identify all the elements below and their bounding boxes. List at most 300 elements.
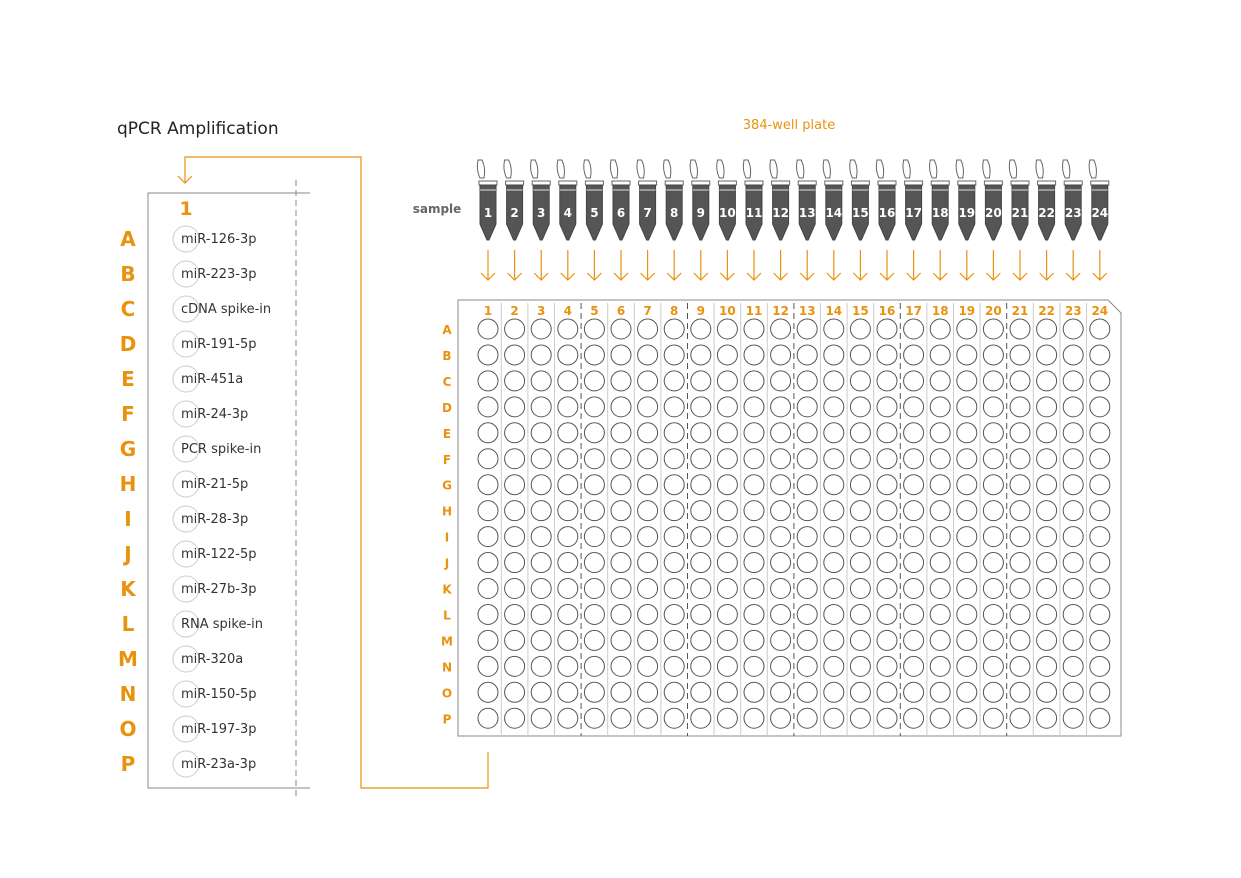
- row-letter: P: [120, 752, 136, 776]
- well: [638, 682, 658, 702]
- assay-name: miR-191-5p: [181, 337, 257, 352]
- row-label: B: [442, 348, 452, 363]
- well: [1063, 527, 1083, 547]
- well: [797, 682, 817, 702]
- well: [717, 708, 737, 728]
- well: [904, 319, 924, 339]
- well: [744, 553, 764, 573]
- column-number: 2: [510, 304, 519, 318]
- well: [744, 319, 764, 339]
- well: [531, 319, 551, 339]
- assay-name: miR-223-3p: [181, 267, 257, 282]
- well: [584, 475, 604, 495]
- arrow-down-icon: [960, 250, 974, 280]
- well: [983, 371, 1003, 391]
- row-letter: B: [120, 262, 136, 286]
- well: [930, 708, 950, 728]
- well: [957, 371, 977, 391]
- well: [478, 553, 498, 573]
- assay-name: miR-126-3p: [181, 232, 257, 247]
- well: [505, 579, 525, 599]
- well: [558, 604, 578, 624]
- well: [478, 604, 498, 624]
- assay-row: [121, 366, 243, 392]
- assay-name: miR-21-5p: [181, 477, 249, 492]
- well: [611, 527, 631, 547]
- well: [478, 371, 498, 391]
- well: [611, 371, 631, 391]
- well: [558, 475, 578, 495]
- well: [1090, 527, 1110, 547]
- well: [558, 319, 578, 339]
- well: [611, 656, 631, 676]
- well: [584, 682, 604, 702]
- row-label: F: [442, 452, 452, 467]
- row-letter: E: [121, 367, 135, 391]
- well: [930, 579, 950, 599]
- assay-row: [122, 541, 256, 567]
- well: [744, 371, 764, 391]
- well: [691, 319, 711, 339]
- tube-number: 4: [563, 206, 572, 220]
- arrow-down-icon: [986, 250, 1000, 280]
- well: [478, 708, 498, 728]
- well: [531, 682, 551, 702]
- well: [638, 656, 658, 676]
- well: [877, 527, 897, 547]
- column-number: 6: [616, 304, 626, 318]
- row-label: A: [442, 323, 452, 337]
- well: [531, 630, 551, 650]
- well: [505, 553, 525, 573]
- well: [983, 656, 1003, 676]
- well: [797, 579, 817, 599]
- well: [584, 527, 604, 547]
- well: [957, 345, 977, 365]
- well: [638, 475, 658, 495]
- arrow-down-icon: [667, 250, 681, 280]
- row-label: G: [442, 478, 452, 493]
- well: [505, 423, 525, 443]
- assay-name: miR-28-3p: [181, 512, 249, 527]
- well: [744, 423, 764, 443]
- well: [983, 475, 1003, 495]
- well: [1063, 501, 1083, 521]
- assay-row: [120, 471, 249, 497]
- well: [877, 449, 897, 469]
- well: [691, 708, 711, 728]
- well: [983, 449, 1003, 469]
- sample-tube-icon: [531, 160, 551, 240]
- well: [983, 682, 1003, 702]
- assay-name: miR-150-5p: [181, 687, 257, 702]
- well: [1010, 682, 1030, 702]
- well: [983, 397, 1003, 417]
- well: [1063, 345, 1083, 365]
- tube-number: 17: [905, 206, 922, 220]
- assay-name: miR-451a: [181, 372, 244, 387]
- well: [691, 345, 711, 365]
- sample-tube-icon: [477, 160, 497, 240]
- sample-tube-icon: [956, 160, 976, 240]
- well: [478, 475, 498, 495]
- well: [664, 449, 684, 469]
- well: [771, 319, 791, 339]
- well: [797, 527, 817, 547]
- well: [611, 708, 631, 728]
- tube-number: 18: [931, 206, 949, 220]
- row-letter: G: [119, 437, 137, 461]
- well: [638, 449, 658, 469]
- well: [744, 501, 764, 521]
- well: [797, 708, 817, 728]
- well: [664, 604, 684, 624]
- well: [850, 579, 870, 599]
- well: [744, 397, 764, 417]
- well: [797, 345, 817, 365]
- sample-tube-icon: [637, 160, 657, 240]
- well: [1063, 397, 1083, 417]
- well: [1010, 371, 1030, 391]
- column-number: 24: [1091, 304, 1109, 318]
- sample-tube-icon: [797, 160, 817, 240]
- well: [1037, 708, 1057, 728]
- column-number: 16: [878, 304, 896, 318]
- well: [717, 449, 737, 469]
- tube-number: 5: [590, 206, 599, 220]
- well: [797, 423, 817, 443]
- well: [717, 397, 737, 417]
- assay-row: [121, 296, 272, 322]
- well: [744, 708, 764, 728]
- well: [1010, 579, 1030, 599]
- well: [771, 682, 791, 702]
- well: [797, 397, 817, 417]
- well: [717, 604, 737, 624]
- well: [717, 345, 737, 365]
- well: [1090, 656, 1110, 676]
- well: [1090, 371, 1110, 391]
- well: [824, 449, 844, 469]
- well: [957, 501, 977, 521]
- source-column-number: 1: [179, 198, 193, 220]
- well: [983, 319, 1003, 339]
- well: [1090, 449, 1110, 469]
- well: [771, 501, 791, 521]
- well: [531, 345, 551, 365]
- well: [1037, 319, 1057, 339]
- well: [744, 656, 764, 676]
- well: [1063, 449, 1083, 469]
- well: [877, 682, 897, 702]
- well: [531, 656, 551, 676]
- well: [691, 449, 711, 469]
- well: [478, 656, 498, 676]
- well: [957, 656, 977, 676]
- well: [797, 319, 817, 339]
- assay-row: [118, 646, 243, 672]
- tube-number: 6: [616, 206, 626, 220]
- well: [744, 604, 764, 624]
- well: [691, 682, 711, 702]
- well: [771, 553, 791, 573]
- well: [558, 423, 578, 443]
- well: [638, 397, 658, 417]
- well: [584, 319, 604, 339]
- well: [717, 501, 737, 521]
- well: [904, 423, 924, 443]
- well: [877, 319, 897, 339]
- well: [664, 579, 684, 599]
- well: [1010, 501, 1030, 521]
- well: [824, 527, 844, 547]
- assay-row: [122, 611, 263, 637]
- well: [771, 475, 791, 495]
- well: [478, 423, 498, 443]
- arrow-down-icon: [694, 250, 708, 280]
- well: [584, 423, 604, 443]
- well: [1010, 319, 1030, 339]
- well: [691, 527, 711, 547]
- well: [1010, 708, 1030, 728]
- well: [930, 553, 950, 573]
- well: [611, 501, 631, 521]
- well: [877, 656, 897, 676]
- well: [1037, 345, 1057, 365]
- arrow-down-icon: [481, 250, 495, 280]
- well: [1063, 682, 1083, 702]
- sample-tubes: [477, 160, 1108, 280]
- well: [957, 682, 977, 702]
- well: [638, 604, 658, 624]
- well: [1063, 423, 1083, 443]
- well: [957, 604, 977, 624]
- assay-name: miR-197-3p: [181, 722, 257, 737]
- well: [531, 475, 551, 495]
- well: [1037, 527, 1057, 547]
- well: [505, 319, 525, 339]
- sample-tube-icon: [584, 160, 604, 240]
- well: [1063, 708, 1083, 728]
- well: [930, 630, 950, 650]
- arrow-down-icon: [508, 250, 522, 280]
- column-number: 21: [1011, 304, 1029, 318]
- well: [797, 371, 817, 391]
- well: [930, 449, 950, 469]
- well: [957, 449, 977, 469]
- row-label: I: [444, 530, 450, 545]
- well: [824, 604, 844, 624]
- row-label: O: [441, 686, 453, 701]
- tube-number: 15: [852, 206, 869, 220]
- column-number: 17: [905, 304, 922, 318]
- well: [1063, 579, 1083, 599]
- well: [558, 682, 578, 702]
- well: [1090, 423, 1110, 443]
- well: [558, 579, 578, 599]
- column-number: 10: [719, 304, 736, 318]
- well: [904, 475, 924, 495]
- arrow-down-icon: [614, 250, 628, 280]
- tube-number: 19: [958, 206, 976, 220]
- well: [584, 604, 604, 624]
- well: [771, 345, 791, 365]
- row-letter: L: [121, 612, 135, 636]
- well: [824, 475, 844, 495]
- well: [904, 527, 924, 547]
- column-number: 14: [825, 304, 843, 318]
- well: [930, 475, 950, 495]
- well: [904, 449, 924, 469]
- well: [1063, 656, 1083, 676]
- well: [717, 630, 737, 650]
- well: [1010, 553, 1030, 573]
- well: [611, 319, 631, 339]
- well: [1090, 682, 1110, 702]
- well: [558, 449, 578, 469]
- well: [904, 604, 924, 624]
- well: [744, 449, 764, 469]
- well: [505, 604, 525, 624]
- well: [505, 630, 525, 650]
- well: [531, 708, 551, 728]
- well: [850, 553, 870, 573]
- row-label: N: [441, 660, 453, 675]
- well: [877, 553, 897, 573]
- arrow-down-icon: [747, 250, 761, 280]
- well: [664, 371, 684, 391]
- well: [824, 579, 844, 599]
- well: [771, 423, 791, 443]
- row-letter: K: [120, 577, 136, 601]
- well: [983, 604, 1003, 624]
- well: [824, 319, 844, 339]
- assay-row: [121, 751, 257, 777]
- well: [904, 656, 924, 676]
- sample-tube-icon: [930, 160, 950, 240]
- well: [983, 423, 1003, 443]
- assay-name: PCR spike-in: [181, 442, 262, 457]
- well: [531, 501, 551, 521]
- well-plate: [441, 303, 1110, 736]
- assay-name: miR-320a: [181, 652, 244, 667]
- well: [478, 501, 498, 521]
- well: [771, 579, 791, 599]
- well: [1090, 501, 1110, 521]
- well: [877, 708, 897, 728]
- well: [904, 501, 924, 521]
- well: [797, 656, 817, 676]
- well: [638, 708, 658, 728]
- well: [558, 708, 578, 728]
- column-number: 19: [958, 304, 976, 318]
- well: [1010, 604, 1030, 624]
- well: [611, 423, 631, 443]
- well: [505, 527, 525, 547]
- well: [478, 319, 498, 339]
- well: [824, 708, 844, 728]
- well: [824, 682, 844, 702]
- well: [1090, 553, 1110, 573]
- sample-tube-icon: [504, 160, 524, 240]
- well: [558, 656, 578, 676]
- well: [1010, 345, 1030, 365]
- well: [957, 708, 977, 728]
- well: [611, 345, 631, 365]
- well: [717, 423, 737, 443]
- well: [1063, 553, 1083, 573]
- well: [983, 527, 1003, 547]
- well: [771, 397, 791, 417]
- well: [638, 579, 658, 599]
- arrow-down-icon: [827, 250, 841, 280]
- well: [1037, 397, 1057, 417]
- well: [1010, 527, 1030, 547]
- well: [691, 501, 711, 521]
- well: [850, 449, 870, 469]
- assay-row: [120, 681, 257, 707]
- well: [664, 345, 684, 365]
- well: [478, 630, 498, 650]
- well: [1010, 630, 1030, 650]
- well: [1037, 579, 1057, 599]
- well: [584, 345, 604, 365]
- well: [877, 604, 897, 624]
- row-letter: I: [124, 507, 132, 531]
- well: [930, 656, 950, 676]
- tube-number: 13: [798, 206, 816, 220]
- well: [1037, 604, 1057, 624]
- well: [717, 656, 737, 676]
- well: [1090, 630, 1110, 650]
- well: [744, 579, 764, 599]
- well: [824, 553, 844, 573]
- tube-number: 3: [537, 206, 546, 220]
- well: [850, 604, 870, 624]
- well: [771, 371, 791, 391]
- well: [638, 319, 658, 339]
- row-label: H: [441, 504, 453, 519]
- well: [584, 371, 604, 391]
- row-label: K: [442, 582, 452, 597]
- well: [1090, 475, 1110, 495]
- well: [877, 501, 897, 521]
- well: [664, 501, 684, 521]
- arrow-down-icon: [907, 250, 921, 280]
- well: [531, 527, 551, 547]
- well: [691, 397, 711, 417]
- sample-label: sample: [412, 202, 462, 216]
- well: [904, 371, 924, 391]
- arrow-down-icon: [534, 250, 548, 280]
- well: [1037, 682, 1057, 702]
- well: [1010, 397, 1030, 417]
- sample-tube-icon: [1036, 160, 1056, 240]
- well: [611, 449, 631, 469]
- well: [797, 604, 817, 624]
- well: [691, 475, 711, 495]
- well: [558, 630, 578, 650]
- assay-row: [120, 436, 262, 462]
- well: [664, 397, 684, 417]
- well: [824, 397, 844, 417]
- sample-tube-icon: [1009, 160, 1029, 240]
- assay-row: [120, 331, 257, 357]
- well: [664, 319, 684, 339]
- well: [904, 708, 924, 728]
- well: [531, 423, 551, 443]
- arrow-down-icon: [933, 250, 947, 280]
